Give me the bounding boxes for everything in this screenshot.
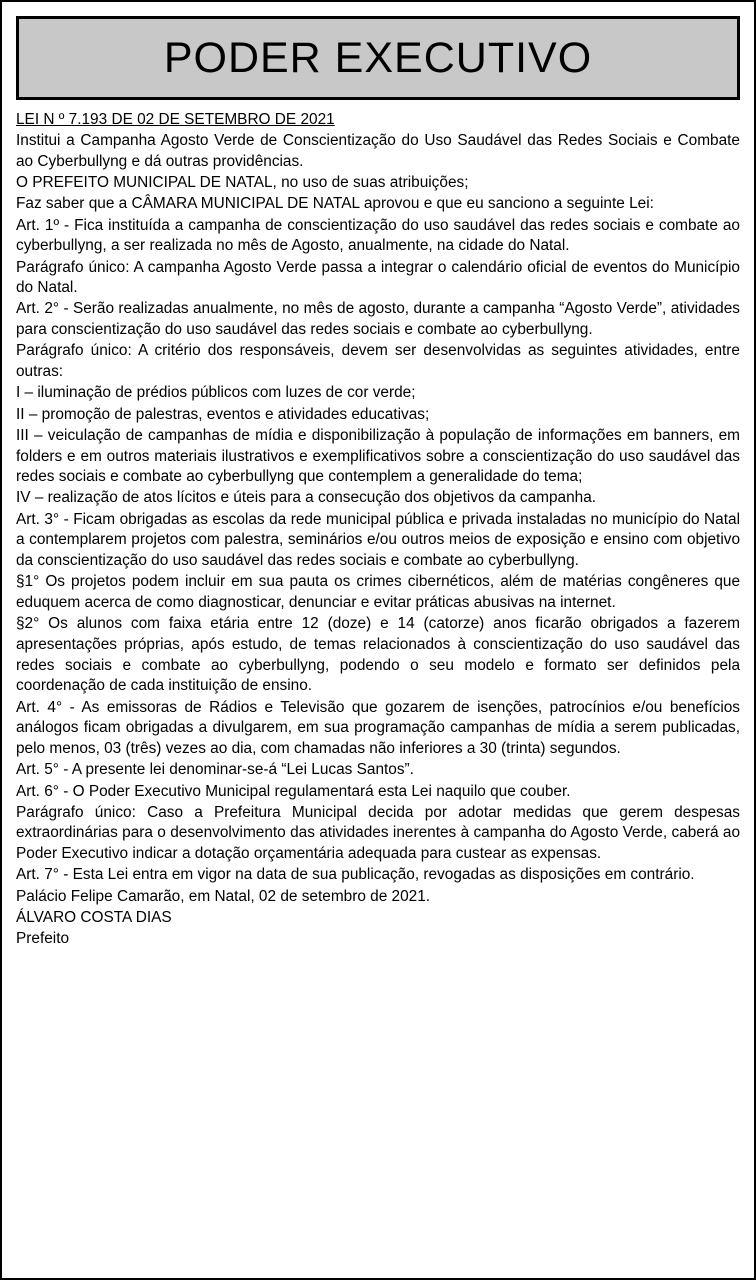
law-paragraph: II – promoção de palestras, eventos e atividades educativas; — [16, 405, 430, 423]
law-paragraph: Prefeito — [16, 930, 70, 948]
law-paragraph: III – veiculação de campanhas de mídia e disponibilização à população de informações em banners, em folders e em outros materiais ilustrativos e exemplificativos sobre a conscientização do uso saudável das redes sociais e combate ao cyberbullyng que contemplem a generalidade do tema; — [16, 426, 740, 486]
law-paragraph: Art. 2° - Serão realizadas anualmente, no mês de agosto, durante a campanha “Agosto Verde”, atividades para conscientização do uso saudável das redes sociais e combate ao cyberbullyng. — [16, 300, 740, 339]
law-paragraph: Art. 3° - Ficam obrigadas as escolas da rede municipal pública e privada instaladas no município do Natal a contemplarem projetos com palestra, seminários e/ou outros meios de exposição e ensino com objetivo da conscientização do uso saudável das redes sociais e combate ao cyberbullyng. — [16, 510, 740, 570]
law-text-body — [16, 110, 740, 950]
law-paragraph: Institui a Campanha Agosto Verde de Conscientização do Uso Saudável das Redes Sociais e Combate ao Cyberbullyng e dá outras providências. — [16, 132, 740, 170]
page-inner — [2, 2, 754, 950]
law-paragraph: Parágrafo único: A campanha Agosto Verde passa a integrar o calendário oficial de eventos do Município do Natal. — [16, 258, 740, 297]
law-paragraph: §2° Os alunos com faixa etária entre 12 (doze) e 14 (catorze) anos ficarão obrigados a fazerem apresentações próprias, após estudo, de temas relacionados à conscientização do uso saudável das redes sociais e combate ao cyberbullyng, podendo o seu modelo e formato ser definidos pela coordenação de cada instituição de ensino. — [16, 615, 740, 695]
law-paragraph: Art. 4° - As emissoras de Rádios e Televisão que gozarem de isenções, patrocínios e/ou benefícios análogos ficam obrigadas a divulgarem, em sua programação campanhas de mídia a serem publicadas, pelo menos, 03 (três) vezes ao dia, com chamadas não inferiores a 30 (trinta) segundos. — [16, 698, 740, 758]
law-paragraph: I – iluminação de prédios públicos com luzes de cor verde; — [16, 384, 416, 402]
law-paragraph: Parágrafo único: A critério dos responsáveis, devem ser desenvolvidas as seguintes atividades, entre outras: — [16, 342, 740, 381]
law-paragraph: O PREFEITO MUNICIPAL DE NATAL, no uso de suas atribuições; — [16, 174, 469, 192]
law-paragraph: Parágrafo único: Caso a Prefeitura Municipal decida por adotar medidas que gerem despesas extraordinárias para o desenvolvimento das atividades inerentes à campanha do Agosto Verde, caberá ao Poder Executivo indicar a dotação orçamentária adequada para custear as expensas. — [16, 803, 740, 863]
poder-executivo-banner — [16, 16, 740, 100]
banner-title: PODER EXECUTIVO — [163, 33, 593, 82]
law-paragraph: Faz saber que a CÂMARA MUNICIPAL DE NATAL aprovou e que eu sanciono a seguinte Lei: — [16, 195, 654, 213]
law-paragraph: ÁLVARO COSTA DIAS — [16, 908, 172, 926]
law-paragraph: IV – realização de atos lícitos e úteis para a consecução dos objetivos da campanha. — [16, 489, 597, 507]
law-paragraph: §1° Os projetos podem incluir em sua pauta os crimes cibernéticos, além de matérias congêneres que eduquem acerca de como diagnosticar, denunciar e evitar práticas abusivas na internet. — [16, 573, 740, 612]
law-paragraph: Art. 6° - O Poder Executivo Municipal regulamentará esta Lei naquilo que couber. — [16, 782, 571, 800]
law-paragraph: Art. 7° - Esta Lei entra em vigor na data de sua publicação, revogadas as disposições em contrário. — [16, 866, 695, 884]
law-paragraphs — [16, 131, 740, 950]
law-paragraph: Art. 5° - A presente lei denominar-se-á “Lei Lucas Santos”. — [16, 761, 414, 779]
law-paragraph: Art. 1º - Fica instituída a campanha de conscientização do uso saudável das redes sociais e combate ao cyberbullyng, a ser realizada no mês de Agosto, anualmente, na cidade do Natal. — [16, 216, 740, 255]
law-paragraph: Palácio Felipe Camarão, em Natal, 02 de setembro de 2021. — [16, 887, 431, 905]
law-heading: LEI N º 7.193 DE 02 DE SETEMBRO DE 2021 — [16, 111, 335, 128]
